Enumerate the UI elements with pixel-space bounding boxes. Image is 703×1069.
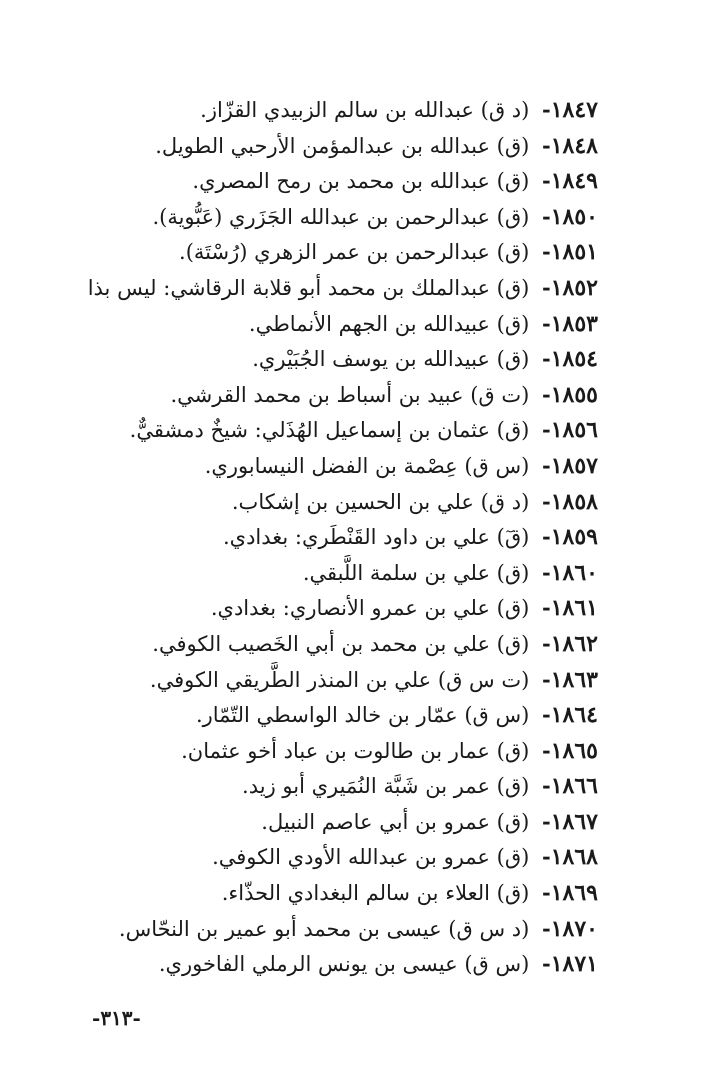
entry-text: (ق) عبدالرحمن بن عمر الزهري (رُسْتَة). [179,240,530,265]
entry-number: ١٨٥٢ [550,274,598,301]
entry-number: ١٨٦٦ [550,773,598,800]
list-item [0,448,703,484]
list-item [0,484,703,520]
list-item [0,128,703,164]
entry-dash: - [542,452,551,478]
entry-text: (قٓ) علي بن داود القَنْطَري: بغدادي. [222,525,530,550]
entry-text: (ق) عبدالرحمن بن عبدالله الجَزَري (عَبُّوية). [152,204,530,229]
list-item [0,839,703,875]
entry-number: ١٨٥٦ [550,417,598,444]
list-item [0,199,703,235]
entry-dash: - [542,773,551,799]
entry-dash: - [542,951,551,977]
entry-number: ١٨٦٩ [550,880,598,907]
entry-dash: - [542,203,551,229]
entry-number: ١٨٦٢ [550,630,598,657]
list-item [0,875,703,911]
list-item [0,377,703,413]
entry-number: ١٨٥٠ [550,203,598,230]
entry-dash: - [542,168,551,194]
entry-number: ١٨٦٧ [550,808,598,835]
entry-dash: - [542,274,551,300]
entry-number: ١٨٧٠ [550,915,598,942]
entry-number: ١٨٦٠ [550,559,598,586]
list-item [0,946,703,982]
entry-number: ١٨٤٩ [550,168,598,195]
list-item [0,519,703,555]
entry-dash: - [542,97,551,122]
entry-text: (ق) عمار بن طالوت بن عباد أخو عثمان. [181,738,530,763]
entry-text: (ق) علي بن سلمة اللَّبقي. [302,560,530,585]
list-item [0,163,703,199]
entry-dash: - [542,666,551,692]
entry-dash: - [542,702,551,728]
list-item [0,733,703,769]
entry-text: (ق) عثمان بن إسماعيل الهُذَلي: شيخٌ دمشقيٌّ. [129,418,530,443]
entry-number: ١٨٦٥ [550,737,598,764]
entry-dash: - [542,808,551,834]
entry-dash: - [542,488,551,514]
entry-text: (ت س ق) علي بن المنذر الطَّريقي الكوفي. [149,667,530,692]
entry-text: (ق) عمر بن شَبَّة النُمَيري أبو زيد. [242,774,530,799]
entry-dash: - [542,132,551,158]
entry-text: (ق) عبدالله بن محمد بن رمح المصري. [192,169,530,194]
entry-text: (ق) علي بن محمد بن أبي الخَصيب الكوفي. [152,631,530,656]
entry-dash: - [542,915,551,941]
entry-dash: - [542,595,551,621]
entry-dash: - [542,880,551,906]
list-item [0,911,703,947]
list-item [0,341,703,377]
entry-text: (د س ق) عيسى بن محمد أبو عمير بن النحّاس. [118,916,530,941]
entry-number: ١٨٦١ [550,595,598,622]
entry-text: (ق) علي بن عمرو الأنصاري: بغدادي. [210,596,530,621]
entry-number: ١٨٥٥ [550,381,598,408]
entry-text: (س ق) عِصْمة بن الفضل النيسابوري. [204,453,530,478]
entry-text: (ق) عبيدالله بن يوسف الجُبَيْري. [252,347,530,372]
list-item [0,697,703,733]
entry-number: ١٨٦٤ [550,702,598,729]
entry-text: (د ق) علي بن الحسين بن إشكاب. [231,489,530,514]
list-item [0,234,703,270]
list-item [0,92,703,128]
entry-dash: - [542,346,551,372]
list-item [0,590,703,626]
entry-dash: - [542,630,551,656]
entry-dash: - [542,524,551,550]
list-item [0,555,703,591]
entry-dash: - [542,310,551,336]
list-item [0,662,703,698]
entry-number: ١٨٦٨ [550,844,598,871]
entry-text: (ق) عبدالملك بن محمد أبو قلابة الرقاشي: ليس بذا [87,275,530,300]
entry-number: ١٨٥٩ [550,524,598,551]
entry-number: ١٨٦٣ [550,666,598,693]
entry-dash: - [542,417,551,443]
entry-text: (ق) عبدالله بن عبدالمؤمن الأرحبي الطويل. [155,133,530,158]
entry-number: ١٨٥٧ [550,452,598,479]
entry-text: (س ق) عمّار بن خالد الواسطي التّمّار. [195,703,530,728]
entry-number: ١٨٤٧ [550,97,598,123]
entry-text: (ت ق) عبيد بن أسباط بن محمد القرشي. [170,382,530,407]
entry-number: ١٨٤٨ [550,132,598,159]
entry-number: ١٨٥١ [550,239,598,266]
list-item [0,270,703,306]
entry-number: ١٨٧١ [550,951,598,978]
entry-dash: - [542,559,551,585]
entry-dash: - [542,239,551,265]
entry-text: (ق) عمرو بن أبي عاصم النبيل. [261,809,530,834]
list-item [0,626,703,662]
entry-text: (س ق) عيسى بن يونس الرملي الفاخوري. [158,952,530,977]
entry-number: ١٨٥٤ [550,346,598,373]
entry-text: (ق) عمرو بن عبدالله الأودي الكوفي. [212,845,530,870]
entry-text: (ق) عبيدالله بن الجهم الأنماطي. [248,311,530,336]
entry-number: ١٨٥٨ [550,488,598,515]
entry-dash: - [542,737,551,763]
entry-dash: - [542,381,551,407]
narrator-list [0,92,703,982]
list-item [0,768,703,804]
entry-number: ١٨٥٣ [550,310,598,337]
entry-dash: - [542,844,551,870]
entry-text: (ق) العلاء بن سالم البغدادي الحذّاء. [221,881,530,906]
list-item [0,306,703,342]
list-item [0,412,703,448]
entry-text: (د ق) عبدالله بن سالم الزبيدي القزّاز. [200,98,530,122]
page-number: -٣١٣- [92,1006,141,1030]
list-item [0,804,703,840]
